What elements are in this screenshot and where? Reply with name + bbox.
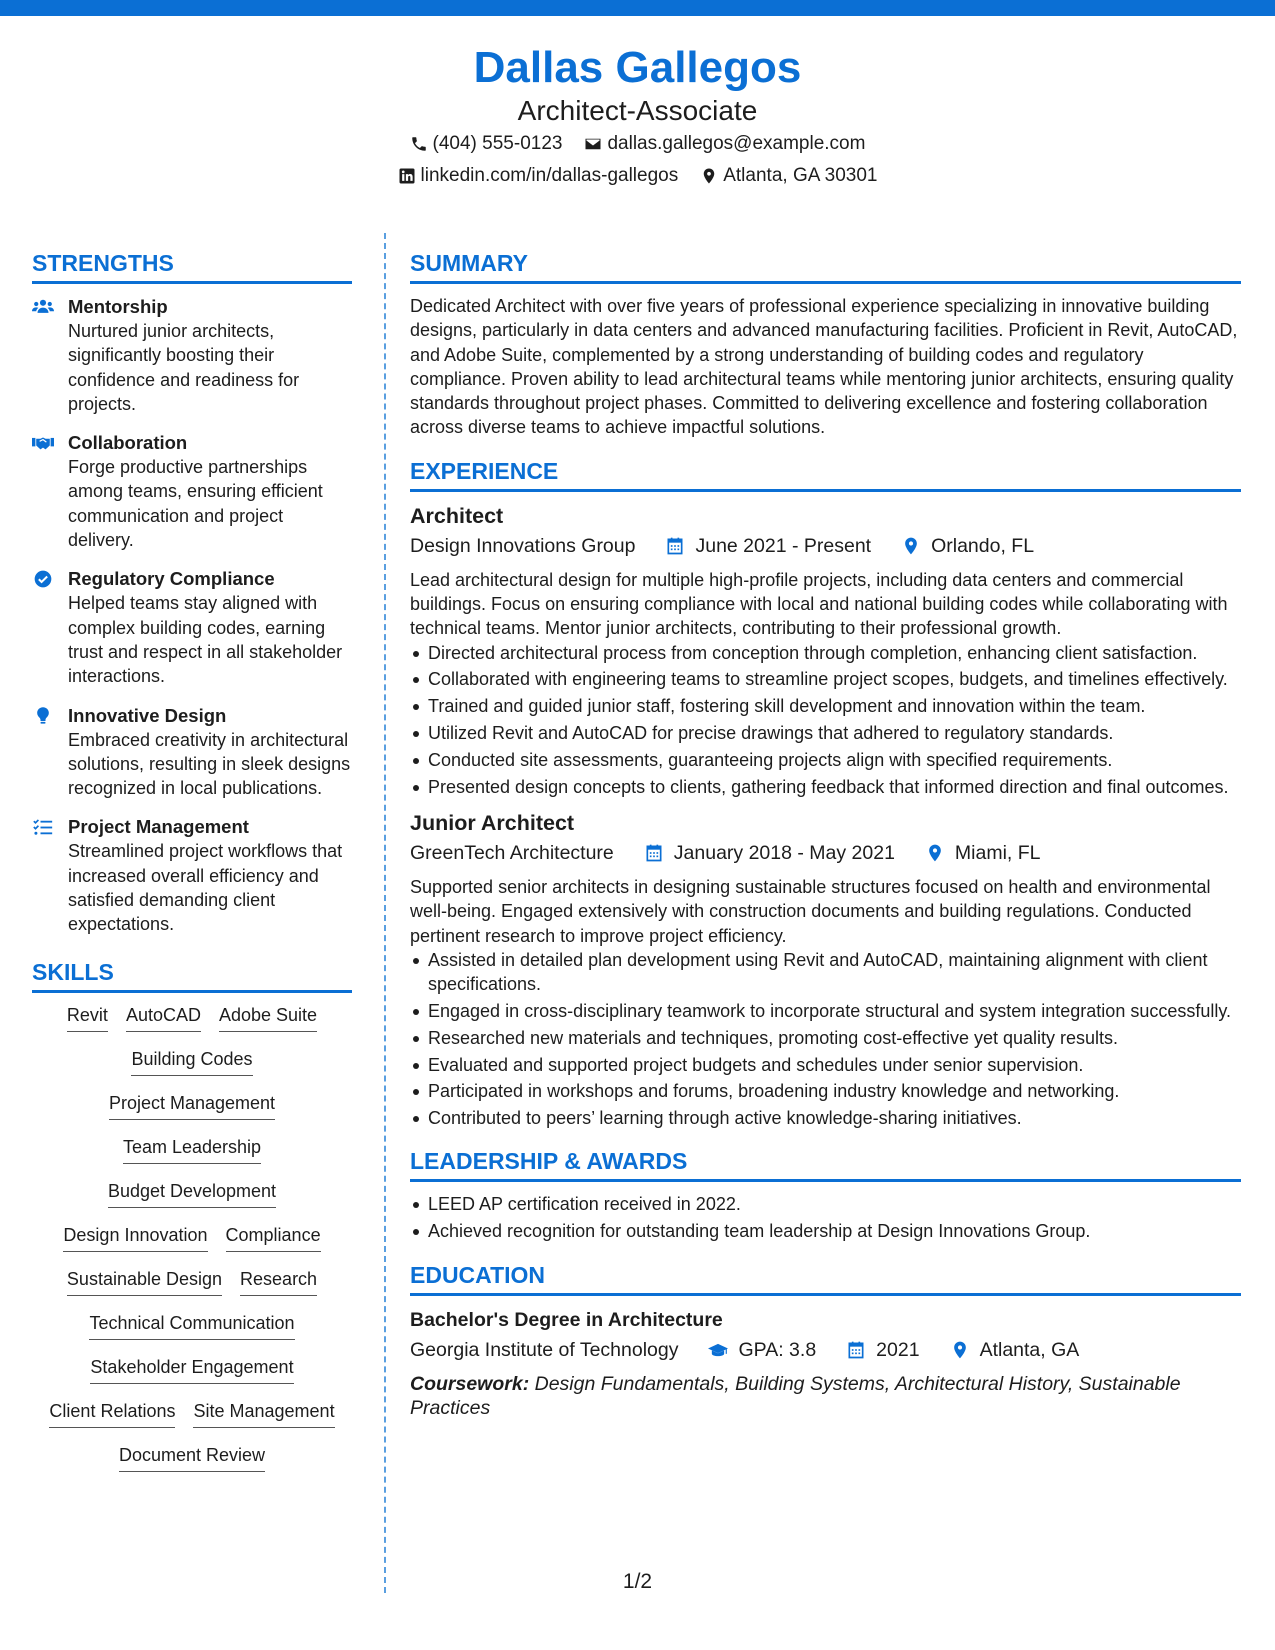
email-text: dallas.gallegos@example.com [607, 133, 866, 154]
handshake-icon [32, 433, 54, 453]
job-description: Supported senior architects in designing sustainable structures focused on health and environmental well-being. Engaged extensively with construction documents and building regulations. Conducted pertinent research to improve project efficiency. [410, 876, 1211, 946]
job-bullets [410, 641, 1241, 799]
job-entry [410, 809, 1241, 1130]
strength-title: Collaboration [68, 432, 188, 454]
skill-row [32, 1091, 352, 1120]
phone-text: (404) 555-0123 [432, 133, 563, 154]
job-description: Lead architectural design for multiple high-profile projects, including data centers and commercial buildings. Focus on ensuring compliance with local and national building codes while collaborating with technical teams. Mentor junior architects, contributing to their professional growth. [410, 569, 1228, 639]
skill-tag: Sustainable Design [67, 1267, 222, 1296]
skill-tag: Site Management [193, 1399, 334, 1428]
users-icon [32, 297, 54, 317]
coursework-text: Design Fundamentals, Building Systems, Architectural History, Sustainable Practices [410, 1372, 1181, 1419]
education-school: Georgia Institute of Technology [410, 1338, 679, 1361]
candidate-name: Dallas Gallegos [473, 43, 802, 92]
job-dates: January 2018 - May 2021 [673, 841, 895, 864]
job-bullet: Conducted site assessments, guaranteeing projects align with specified requirements. [428, 748, 1241, 772]
job-bullet: Researched new materials and techniques, promoting cost-effective yet quality results. [428, 1026, 1241, 1050]
job-bullet: Presented design concepts to clients, gathering feedback that informed direction and final outcomes. [428, 775, 1241, 799]
strength-description: Forge productive partnerships among teams, ensuring efficient communication and project delivery. [68, 457, 323, 551]
skill-tag: AutoCAD [126, 1003, 201, 1032]
check-circle-icon [32, 569, 54, 589]
summary-heading: SUMMARY [410, 248, 1241, 284]
strength-title: Project Management [68, 816, 249, 838]
strength-item [32, 430, 352, 552]
strength-title: Mentorship [68, 296, 168, 317]
job-bullet: Assisted in detailed plan development using Revit and AutoCAD, maintaining alignment with client specifications. [428, 948, 1241, 997]
job-bullet: Participated in workshops and forums, broadening industry knowledge and networking. [428, 1079, 1241, 1103]
skill-row [32, 1267, 352, 1296]
graduation-cap-icon [708, 1340, 728, 1360]
skill-row [32, 1223, 352, 1252]
coursework-label: Coursework: [410, 1372, 530, 1395]
experience-heading: EXPERIENCE [410, 456, 1241, 492]
strength-description: Streamlined project workflows that increased overall efficiency and satisfied demanding client expectations. [68, 841, 343, 935]
summary-text: Dedicated Architect with over five years of professional experience specializing in innovative building designs, particularly in data centers and advanced manufacturing facilities. Proficient in Revit, AutoCAD, and Adobe Suite, complemented by a strong understanding of building codes and regulatory compliance. Proven ability to lead architectural teams while mentoring junior architects, ensuring quality standards throughout project phases. Committed to delivering excellence and fostering collaboration across diverse teams to achieve impactful solutions. [410, 296, 1238, 438]
skill-tag: Document Review [119, 1443, 265, 1472]
strength-description: Nurtured junior architects, significantly boosting their confidence and readiness for projects. [68, 321, 300, 414]
leadership-item: Achieved recognition for outstanding team leadership at Design Innovations Group. [428, 1219, 1241, 1243]
skill-tag: Design Innovation [63, 1223, 207, 1252]
education-degree: Bachelor's Degree in Architecture [410, 1308, 723, 1331]
skill-tag: Budget Development [108, 1179, 276, 1208]
job-bullet: Collaborated with engineering teams to streamline project scopes, budgets, and timelines effectively. [428, 667, 1241, 691]
page-number: 1/2 [622, 1570, 653, 1593]
strength-description: Helped teams stay aligned with complex building codes, earning trust and respect in all stakeholder interactions. [68, 593, 343, 687]
job-dates: June 2021 - Present [695, 534, 872, 557]
skill-row [32, 1003, 352, 1032]
linkedin-contact[interactable] [398, 160, 679, 192]
right-column [410, 248, 1241, 1420]
skill-tag: Project Management [109, 1091, 275, 1120]
phone-icon [410, 135, 428, 153]
skill-tag: Compliance [226, 1223, 321, 1252]
strength-description: Embraced creativity in architectural solutions, resulting in sleek designs recognized in local publications. [68, 729, 351, 799]
envelope-icon [584, 135, 602, 153]
location-text: Atlanta, GA 30301 [723, 165, 878, 186]
education-heading: EDUCATION [410, 1260, 1241, 1296]
calendar-icon [665, 536, 685, 556]
education-gpa: GPA: 3.8 [738, 1338, 817, 1361]
top-accent-bar [0, 0, 1275, 16]
skill-tag: Revit [67, 1003, 108, 1032]
linkedin-icon [398, 167, 416, 185]
skill-tag: Technical Communication [89, 1311, 294, 1340]
job-bullet: Trained and guided junior staff, fostering skill development and innovation within the team. [428, 694, 1241, 718]
strength-item [32, 566, 352, 688]
strength-item [32, 703, 352, 801]
job-bullet: Evaluated and supported project budgets and schedules under senior supervision. [428, 1053, 1241, 1077]
skills-list [32, 1003, 352, 1472]
map-pin-icon [950, 1340, 970, 1360]
job-company: GreenTech Architecture [410, 841, 614, 864]
education-location: Atlanta, GA [979, 1338, 1080, 1361]
lightbulb-icon [32, 706, 54, 726]
job-company: Design Innovations Group [410, 534, 636, 557]
phone-contact[interactable] [410, 128, 563, 160]
job-bullets [410, 948, 1241, 1131]
skill-tag: Stakeholder Engagement [90, 1355, 293, 1384]
map-pin-icon [700, 167, 718, 185]
strength-item [32, 814, 352, 936]
strength-title: Regulatory Compliance [68, 568, 275, 590]
job-role: Architect [410, 503, 504, 528]
contact-row-1 [0, 128, 1275, 160]
strength-item [32, 294, 352, 416]
leadership-heading: LEADERSHIP & AWARDS [410, 1146, 1241, 1182]
strengths-heading: STRENGTHS [32, 248, 352, 284]
strength-title: Innovative Design [68, 704, 227, 726]
skill-tag: Adobe Suite [219, 1003, 317, 1032]
job-meta [410, 530, 1241, 562]
calendar-icon [644, 843, 664, 863]
linkedin-text: linkedin.com/in/dallas-gallegos [420, 165, 679, 186]
job-bullet: Directed architectural process from conception through completion, enhancing client satisfaction. [428, 641, 1241, 665]
skill-row [32, 1311, 352, 1340]
skill-row [32, 1443, 352, 1472]
email-contact[interactable] [584, 128, 865, 160]
skill-tag: Building Codes [131, 1047, 252, 1076]
candidate-title: Architect-Associate [517, 95, 758, 126]
job-entry [410, 502, 1241, 799]
job-role: Junior Architect [410, 810, 575, 835]
education-meta [410, 1334, 1241, 1366]
job-location: Miami, FL [954, 841, 1041, 864]
column-divider [384, 233, 386, 1593]
skill-row [32, 1135, 352, 1164]
education-coursework [410, 1372, 1241, 1420]
skills-heading: SKILLS [32, 957, 352, 993]
skill-tag: Client Relations [49, 1399, 175, 1428]
calendar-icon [846, 1340, 866, 1360]
map-pin-icon [925, 843, 945, 863]
contact-row-2 [0, 160, 1275, 192]
job-bullet: Utilized Revit and AutoCAD for precise drawings that adhered to regulatory standards. [428, 721, 1241, 745]
education-year: 2021 [876, 1338, 920, 1361]
job-meta [410, 837, 1241, 869]
map-pin-icon [901, 536, 921, 556]
resume-header [0, 40, 1275, 192]
skill-tag: Research [240, 1267, 317, 1296]
location-contact [700, 160, 877, 192]
list-check-icon [32, 817, 54, 837]
skill-tag: Team Leadership [123, 1135, 261, 1164]
left-column [32, 248, 352, 1487]
skill-row [32, 1355, 352, 1384]
job-location: Orlando, FL [931, 534, 1035, 557]
skill-row [32, 1399, 352, 1428]
skill-row [32, 1179, 352, 1208]
leadership-item: LEED AP certification received in 2022. [428, 1192, 1241, 1216]
job-bullet: Contributed to peers’ learning through active knowledge-sharing initiatives. [428, 1106, 1241, 1130]
job-bullet: Engaged in cross-disciplinary teamwork to incorporate structural and system integration successfully. [428, 999, 1241, 1023]
skill-row [32, 1047, 352, 1076]
leadership-list [410, 1192, 1241, 1243]
